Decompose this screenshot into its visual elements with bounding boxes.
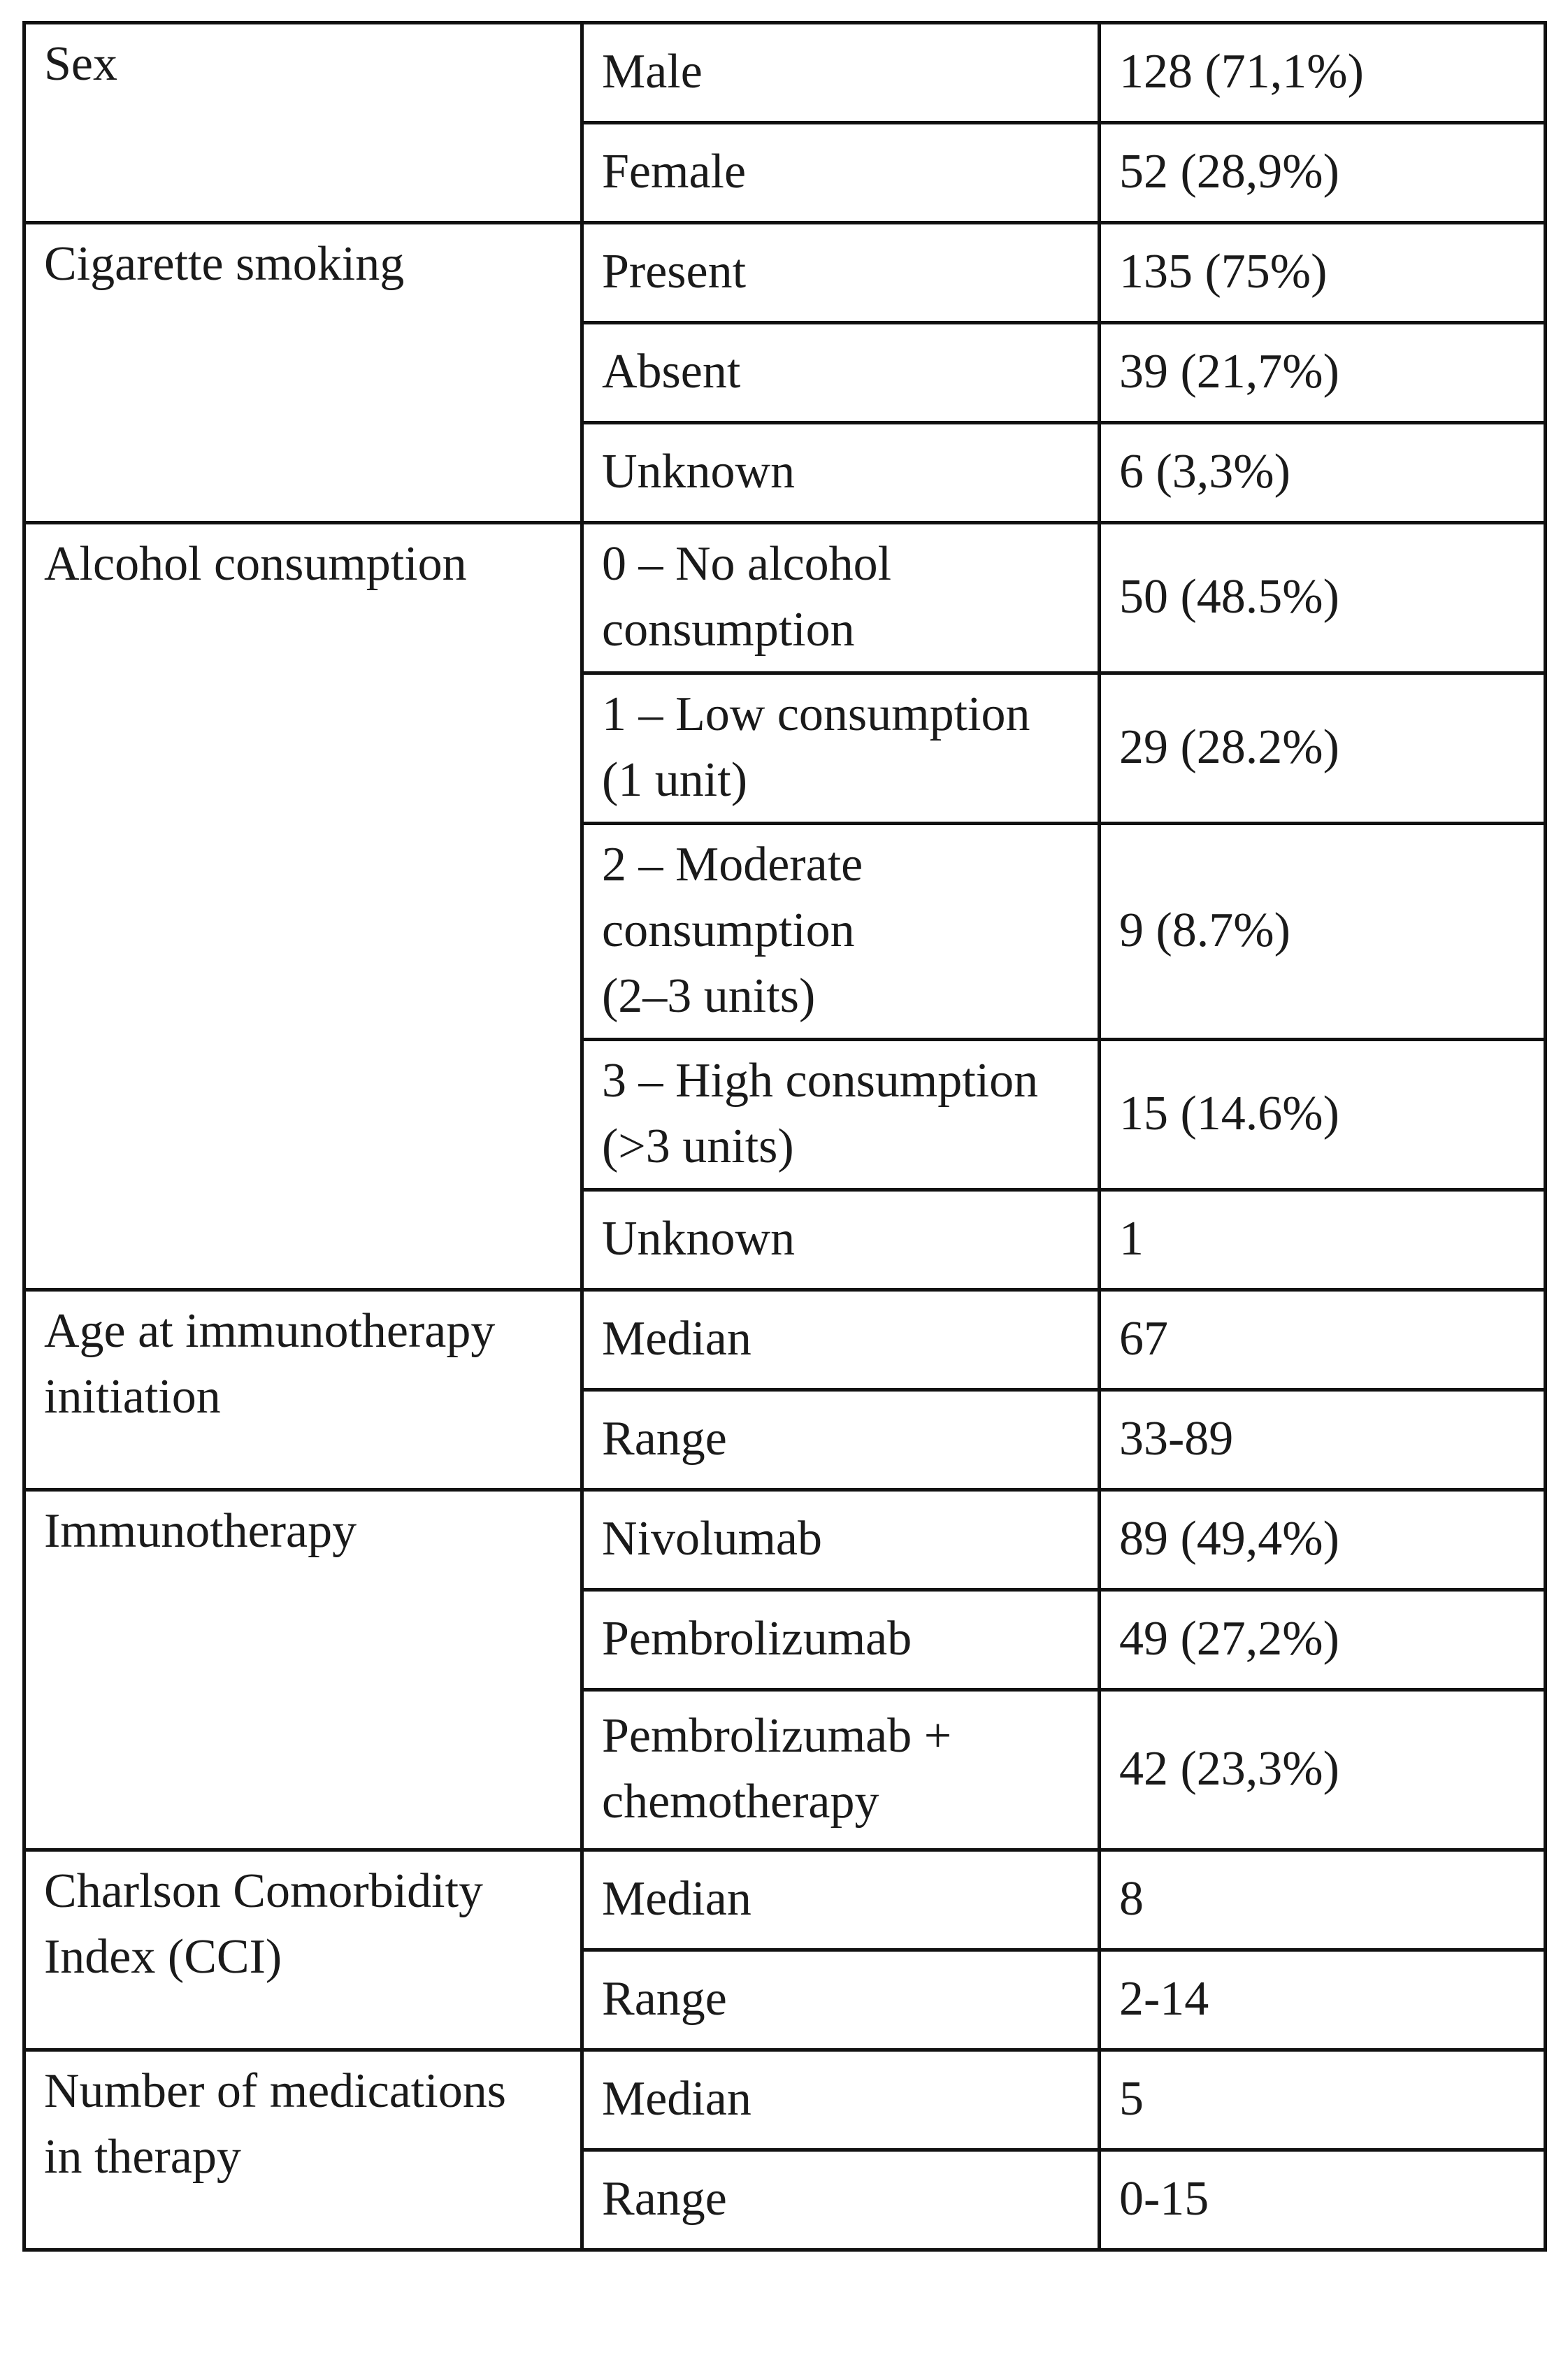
subcategory-cell: 1 – Low consumption (1 unit) — [582, 673, 1100, 824]
subcategory-cell: Unknown — [582, 1190, 1100, 1290]
value-cell: 9 (8.7%) — [1100, 824, 1546, 1040]
category-cell: Age at immunotherapy initiation — [24, 1290, 582, 1490]
subcategory-cell: Pembrolizumab + chemotherapy — [582, 1690, 1100, 1850]
category-cell: Number of medications in therapy — [24, 2050, 582, 2250]
subcategory-cell: Pembrolizumab — [582, 1590, 1100, 1690]
value-cell: 39 (21,7%) — [1100, 323, 1546, 423]
value-cell: 15 (14.6%) — [1100, 1040, 1546, 1190]
value-cell: 50 (48.5%) — [1100, 523, 1546, 673]
subcategory-cell: Range — [582, 1950, 1100, 2050]
category-cell: Immunotherapy — [24, 1490, 582, 1850]
subcategory-cell: Nivolumab — [582, 1490, 1100, 1590]
subcategory-cell: Unknown — [582, 423, 1100, 523]
category-cell: Alcohol consumption — [24, 523, 582, 1290]
value-cell: 2-14 — [1100, 1950, 1546, 2050]
subcategory-cell: Range — [582, 2150, 1100, 2250]
value-cell: 6 (3,3%) — [1100, 423, 1546, 523]
table-row — [24, 1850, 1546, 1950]
subcategory-cell: Median — [582, 1850, 1100, 1950]
subcategory-cell: 3 – High consumption (>3 units) — [582, 1040, 1100, 1190]
subcategory-cell: 0 – No alcohol consumption — [582, 523, 1100, 673]
value-cell: 29 (28.2%) — [1100, 673, 1546, 824]
table-body — [24, 23, 1546, 2250]
table-row — [24, 2050, 1546, 2150]
subcategory-cell: Absent — [582, 323, 1100, 423]
value-cell: 1 — [1100, 1190, 1546, 1290]
table-row — [24, 223, 1546, 323]
subcategory-cell: 2 – Moderate consumption (2–3 units) — [582, 824, 1100, 1040]
category-cell: Cigarette smoking — [24, 223, 582, 523]
subcategory-cell: Range — [582, 1390, 1100, 1490]
value-cell: 89 (49,4%) — [1100, 1490, 1546, 1590]
table-row — [24, 523, 1546, 673]
value-cell: 8 — [1100, 1850, 1546, 1950]
value-cell: 49 (27,2%) — [1100, 1590, 1546, 1690]
subcategory-cell: Male — [582, 23, 1100, 123]
subcategory-cell: Female — [582, 123, 1100, 223]
value-cell: 135 (75%) — [1100, 223, 1546, 323]
category-cell: Charlson Comorbidity Index (CCI) — [24, 1850, 582, 2050]
value-cell: 128 (71,1%) — [1100, 23, 1546, 123]
value-cell: 52 (28,9%) — [1100, 123, 1546, 223]
category-cell: Sex — [24, 23, 582, 223]
value-cell: 42 (23,3%) — [1100, 1690, 1546, 1850]
subcategory-cell: Present — [582, 223, 1100, 323]
table-row — [24, 1290, 1546, 1390]
value-cell: 5 — [1100, 2050, 1546, 2150]
subcategory-cell: Median — [582, 2050, 1100, 2150]
table-row — [24, 23, 1546, 123]
value-cell: 33-89 — [1100, 1390, 1546, 1490]
value-cell: 0-15 — [1100, 2150, 1546, 2250]
value-cell: 67 — [1100, 1290, 1546, 1390]
characteristics-table — [22, 21, 1547, 2252]
subcategory-cell: Median — [582, 1290, 1100, 1390]
table-row — [24, 1490, 1546, 1590]
